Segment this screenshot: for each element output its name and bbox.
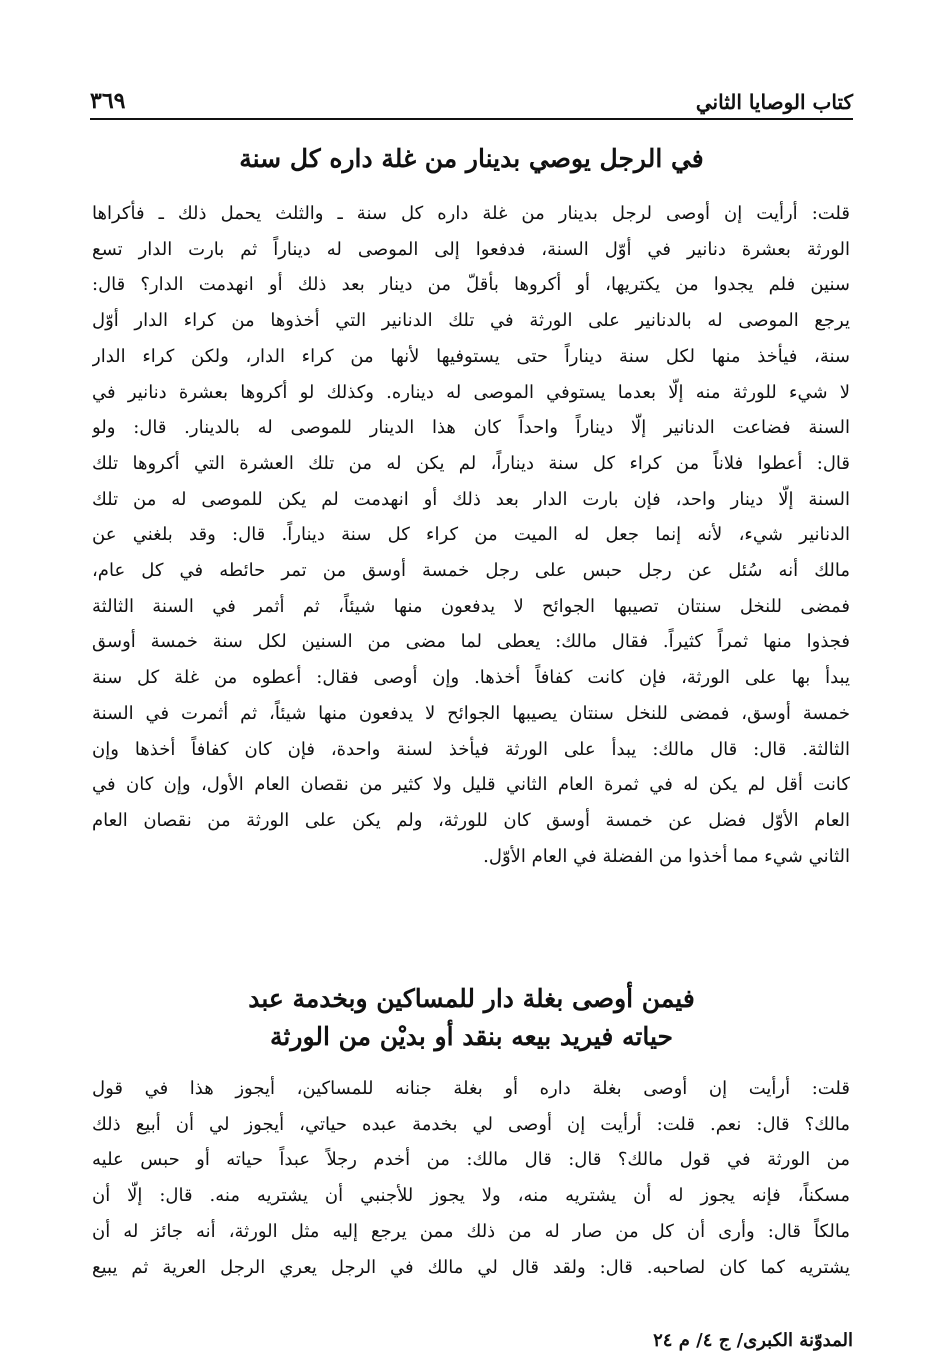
- text-line: يشتريه كما كان لصاحبه. قال: ولقد قال لي مالك في الرجل يعري الرجل العرية ثم يبيع: [92, 1256, 850, 1278]
- text-line: مالكاً قال: وأرى أن كل من صار له من ذلك ممن يرجع إليه مثل الورثة، أنه جائز له أن: [92, 1220, 850, 1242]
- text-line: السنة فضاعت الدنانير إلّا ديناراً واحداً كان هذا الدينار للموصى له بالدينار. قال: ولو: [92, 417, 850, 439]
- text-line: الثاني شيء مما أخذوا من الفضلة في العام الأوّل.: [483, 845, 850, 867]
- text-line: مسكناً، فإنه يجوز له أن يشتريه منه، ولا يجوز للأجنبي أن يشتريه منه. قال: إلّا أن: [92, 1185, 850, 1207]
- text-line: الورثة بعشرة دنانير في أوّل السنة، فدفعوا إلى الموصى له ديناراً ثم بارت الدار تسع: [92, 238, 850, 260]
- section-title-1: في الرجل يوصي بدينار من غلة داره كل سنة: [239, 144, 704, 173]
- section-title-2-line: فيمن أوصى بغلة دار للمساكين وبخدمة عبد: [248, 984, 695, 1013]
- signature-mark: المدوّنة الكبرى/ ج ٤/ م ٢٤: [653, 1330, 853, 1351]
- text-line: الثالثة. قال: قال مالك: يبدأ على الورثة فيأخذ لسنة واحدة، فإن كان كفافاً أخذها وإن: [92, 738, 850, 760]
- text-line: يرجع الموصى له بالدنانير على الورثة في تلك الدنانير التي أخذوها من كراء الدار أوّل: [92, 310, 850, 332]
- text-line: قلت: أرأيت إن أوصى لرجل بدينار من غلة داره كل سنة ـ والثلث يحمل ذلك ـ فأكراها: [92, 203, 850, 224]
- section-body-2: [92, 1071, 850, 1285]
- running-header: [90, 84, 853, 120]
- text-line: فجذوا منها ثمراً كثيراً. فقال مالك: يعطى لما مضى من السنين لكل سنة خمسة أوسق: [92, 631, 850, 653]
- text-line: الدنانير شيء، لأنه إنما جعل له الميت من كراء كل سنة ديناراً. قال: وقد بلغني عن: [92, 524, 850, 546]
- text-line: سنة، فيأخذ منها لكل سنة ديناراً حتى يستوفيها لأنها من كراء الدار، ولكن كراء الدار: [92, 345, 850, 367]
- text-line: من الورثة في قول مالك؟ قال: قال مالك: من أخدم رجلاً عبداً حياته أو حبس عليه: [92, 1149, 850, 1171]
- text-line: كانت أقل لم يكن له في ثمرة العام الثاني قليل ولا كثير من نقصان العام الأول، وإن كان في: [92, 774, 850, 796]
- text-line: سنين فلم يجدوا من يكتريها، أو أكروها بأقلّ من دينار بعد ذلك أو انهدمت الدار؟ قال:: [92, 274, 850, 296]
- section-title-2: [90, 980, 853, 1056]
- text-line: لا شيء للورثة منه إلّا بعدما يستوفي الموصى له ديناره. وكذلك لو أكروها بعشرة دنانير في: [92, 381, 850, 403]
- text-line: العام الأوّل فضل عن خمسة أوسق كان للورثة، ولم يكن على الورثة من نقصان العام: [92, 809, 850, 831]
- text-line: مالك؟ قال: نعم. قلت: أرأيت إن أوصى لي بخدمة عبده حياتي، أيجوز لي أن أبيع ذلك: [92, 1113, 850, 1135]
- text-line: يبدأ بها على الورثة، فإن كانت كفافاً أخذها. وإن أوصى فقال: أعطوه من غلة كل سنة: [92, 667, 850, 689]
- text-line: فمضى للنخل سنتان تصيبها الجوائح لا يدفعون منها شيئاً، ثم أثمر في السنة الثالثة: [92, 595, 850, 617]
- text-line: قال: أعطوا فلاناً من كراء كل سنة ديناراً، لم يكن له من تلك العشرة التي أكروها تلك: [92, 452, 850, 474]
- book-title: كتاب الوصايا الثاني: [695, 90, 853, 114]
- text-line: السنة إلّا دينار واحد، فإن بارت الدار بعد ذلك أو انهدمت لم يكن للموصى له من تلك: [92, 488, 850, 510]
- text-line: قلت: أرأيت إن أوصى بغلة داره أو بغلة جنانه للمساكين، أيجوز هذا في قول: [92, 1078, 850, 1099]
- text-line: مالك أنه سُئل عن رجل حبس على رجل خمسة أوسق من تمر حائطه في كل عام،: [92, 560, 850, 582]
- text-line: خمسة أوسق، فمضى للنخل سنتان يصيبها الجوائح لا يدفعون منها شيئاً، ثم أثمرت في السنة: [92, 702, 850, 724]
- section-body-1: [92, 196, 850, 874]
- page-number: ٣٦٩: [90, 88, 126, 114]
- section-title-2-line: حياته فيريد بيعه بنقد أو بديْن من الورثة: [270, 1022, 673, 1051]
